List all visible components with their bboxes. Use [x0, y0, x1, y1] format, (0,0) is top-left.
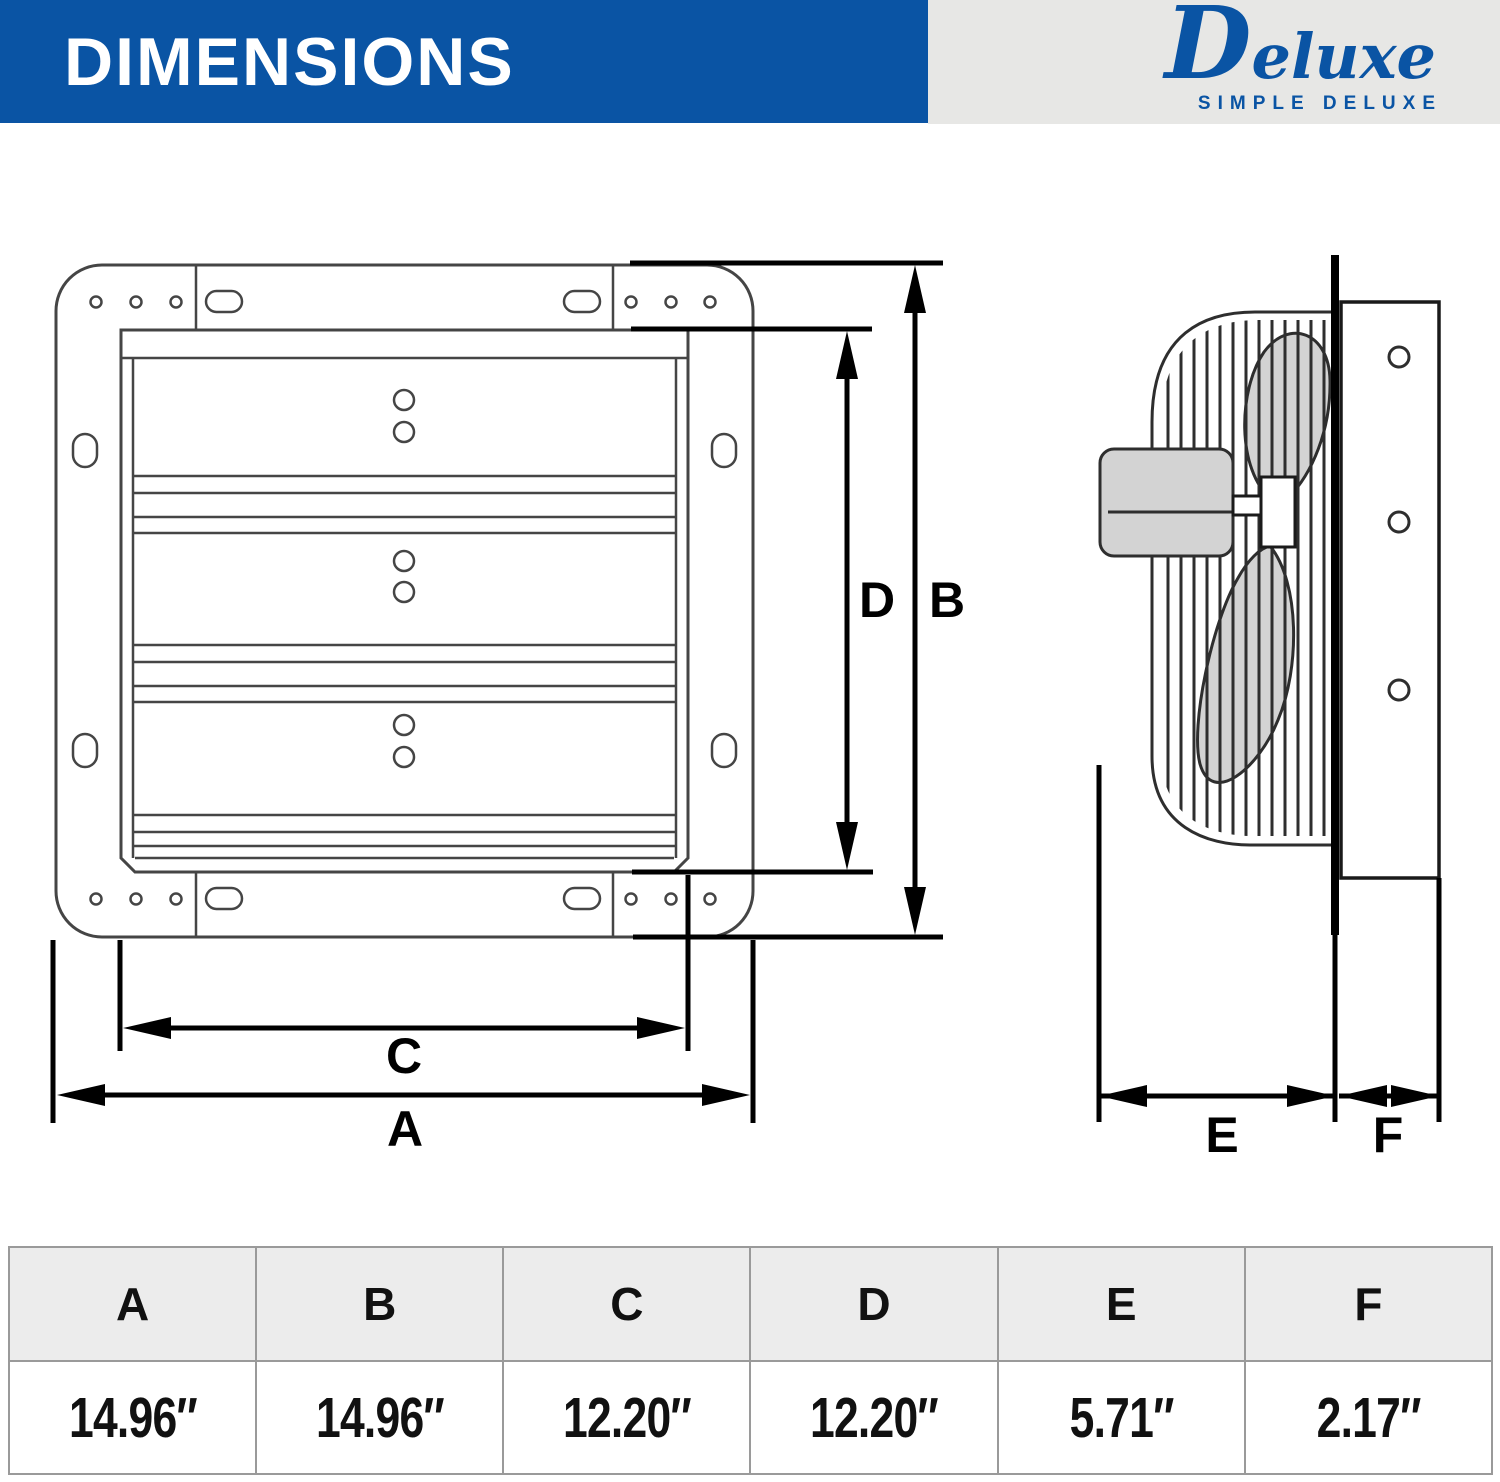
blade-hub — [1261, 477, 1295, 547]
dim-label-b: B — [928, 572, 966, 628]
table-value-f: 2.17″ — [1245, 1361, 1492, 1474]
fan-motor — [1100, 449, 1233, 556]
table-value-c: 12.20″ — [503, 1361, 750, 1474]
dim-label-e: E — [1205, 1107, 1239, 1163]
table-header-b: B — [256, 1247, 503, 1361]
dimensions-table — [8, 1246, 1493, 1475]
table-value-d: 12.20″ — [750, 1361, 997, 1474]
brand-script-logo: Deluxe — [1164, 0, 1436, 102]
table-header-d: D — [750, 1247, 997, 1361]
dim-label-a: A — [386, 1101, 424, 1157]
table-value-e: 5.71″ — [998, 1361, 1245, 1474]
side-view — [1100, 255, 1439, 935]
table-value-b: 14.96″ — [256, 1361, 503, 1474]
table-value-a: 14.96″ — [9, 1361, 256, 1474]
dim-label-d: D — [858, 572, 896, 628]
table-header-e: E — [998, 1247, 1245, 1361]
table-header-f: F — [1245, 1247, 1492, 1361]
dim-label-f: F — [1372, 1107, 1404, 1163]
dim-label-c: C — [385, 1028, 423, 1084]
brand-subtitle: SIMPLE DELUXE — [1197, 93, 1442, 114]
front-view — [56, 265, 753, 937]
table-header-row — [9, 1247, 1492, 1361]
table-header-a: A — [9, 1247, 256, 1361]
page-title: DIMENSIONS — [64, 23, 515, 100]
motor-shaft — [1233, 496, 1263, 515]
table-value-row — [9, 1361, 1492, 1474]
frame-plate — [1341, 302, 1439, 878]
table-header-c: C — [503, 1247, 750, 1361]
